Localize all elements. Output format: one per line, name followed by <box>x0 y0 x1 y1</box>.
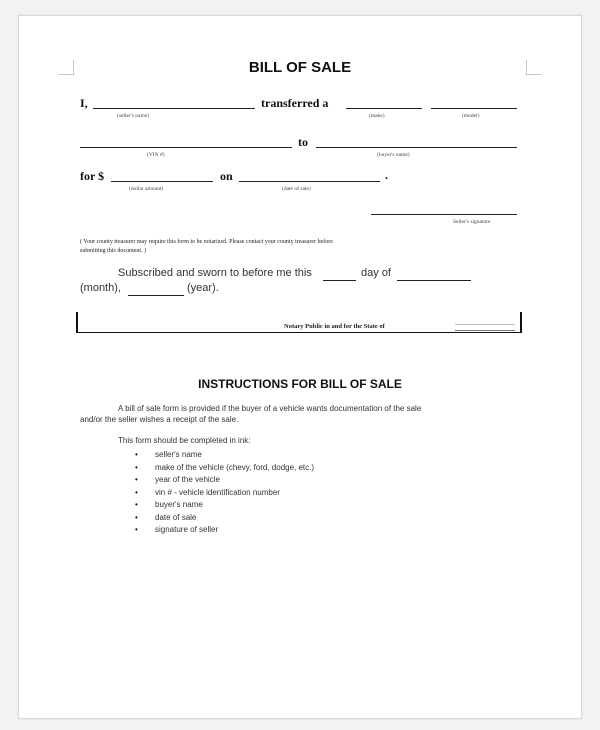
year-field[interactable] <box>128 295 184 296</box>
seller-signature-field[interactable] <box>371 214 517 215</box>
date-of-sale-field[interactable] <box>239 181 380 182</box>
row3-lead: for $ <box>80 169 105 183</box>
notary-state-field[interactable] <box>455 330 515 331</box>
list-item: • vin # - vehicle identification number <box>135 487 280 497</box>
list-item: • year of the vehicle <box>135 475 220 484</box>
notary-label: Notary Public in and for the State of <box>284 323 385 330</box>
instructions-paragraph-line1: A bill of sale form is provided if the buyer of a vehicle wants documentation of the sale <box>118 404 422 413</box>
row3-end: . <box>385 168 388 182</box>
caption-make: (make) <box>369 113 385 119</box>
year-text: (year). <box>187 282 219 294</box>
notarize-note-line2: submitting this document. ) <box>80 248 146 254</box>
day-of-text: day of <box>361 267 391 279</box>
list-item: • signature of seller <box>135 525 219 534</box>
seller-name-field[interactable] <box>93 108 255 109</box>
document-title: BILL OF SALE <box>248 59 352 76</box>
bullet-icon: • <box>135 475 138 484</box>
list-item: • seller's name <box>135 450 202 459</box>
row2-middle: to <box>298 135 308 149</box>
bullet-icon: • <box>135 450 138 459</box>
month-field[interactable] <box>397 280 471 281</box>
subscribed-text: Subscribed and sworn to before me this <box>118 267 312 279</box>
bullet-icon: • <box>135 512 138 522</box>
row3-middle: on <box>220 169 233 183</box>
bullet-icon: • <box>135 462 138 472</box>
bullet-icon: • <box>135 525 138 534</box>
caption-buyer-name: (buyer's name) <box>377 152 410 158</box>
instructions-list <box>135 450 314 538</box>
list-item: • date of sale <box>135 512 197 522</box>
bullet-icon: • <box>135 500 138 509</box>
instructions-list-intro: This form should be completed in ink: <box>118 436 251 445</box>
list-item: • buyer's name <box>135 500 203 509</box>
buyer-name-field[interactable] <box>316 147 517 148</box>
month-text: (month), <box>80 282 121 294</box>
caption-dollar-amount: (dollar amount) <box>129 186 164 192</box>
make-field[interactable] <box>346 108 422 109</box>
instructions-paragraph-line2: and/or the seller wishes a receipt of the sale. <box>80 415 239 424</box>
caption-date-of-sale: (date of sale) <box>282 186 311 192</box>
list-item: • make of the vehicle (chevy, ford, dodge, etc.) <box>135 462 315 472</box>
row1-lead: I, <box>80 96 88 110</box>
caption-seller-name: (seller's name) <box>117 113 149 119</box>
caption-model: (model) <box>462 113 480 119</box>
vin-field[interactable] <box>80 147 292 148</box>
caption-seller-signature: Seller's signature <box>453 219 491 225</box>
caption-vin: (VIN #) <box>147 152 165 158</box>
row1-middle: transferred a <box>261 96 329 110</box>
instructions-title: INSTRUCTIONS FOR BILL OF SALE <box>198 377 402 391</box>
dollar-amount-field[interactable] <box>111 181 213 182</box>
notary-seal-line <box>455 324 515 325</box>
day-field[interactable] <box>323 280 356 281</box>
bullet-icon: • <box>135 487 138 497</box>
model-field[interactable] <box>431 108 517 109</box>
notarize-note-line1: ( Your county treasurer may require this form to be notarized. Please contact your county treasurer before <box>80 239 333 245</box>
document-page <box>18 15 582 719</box>
